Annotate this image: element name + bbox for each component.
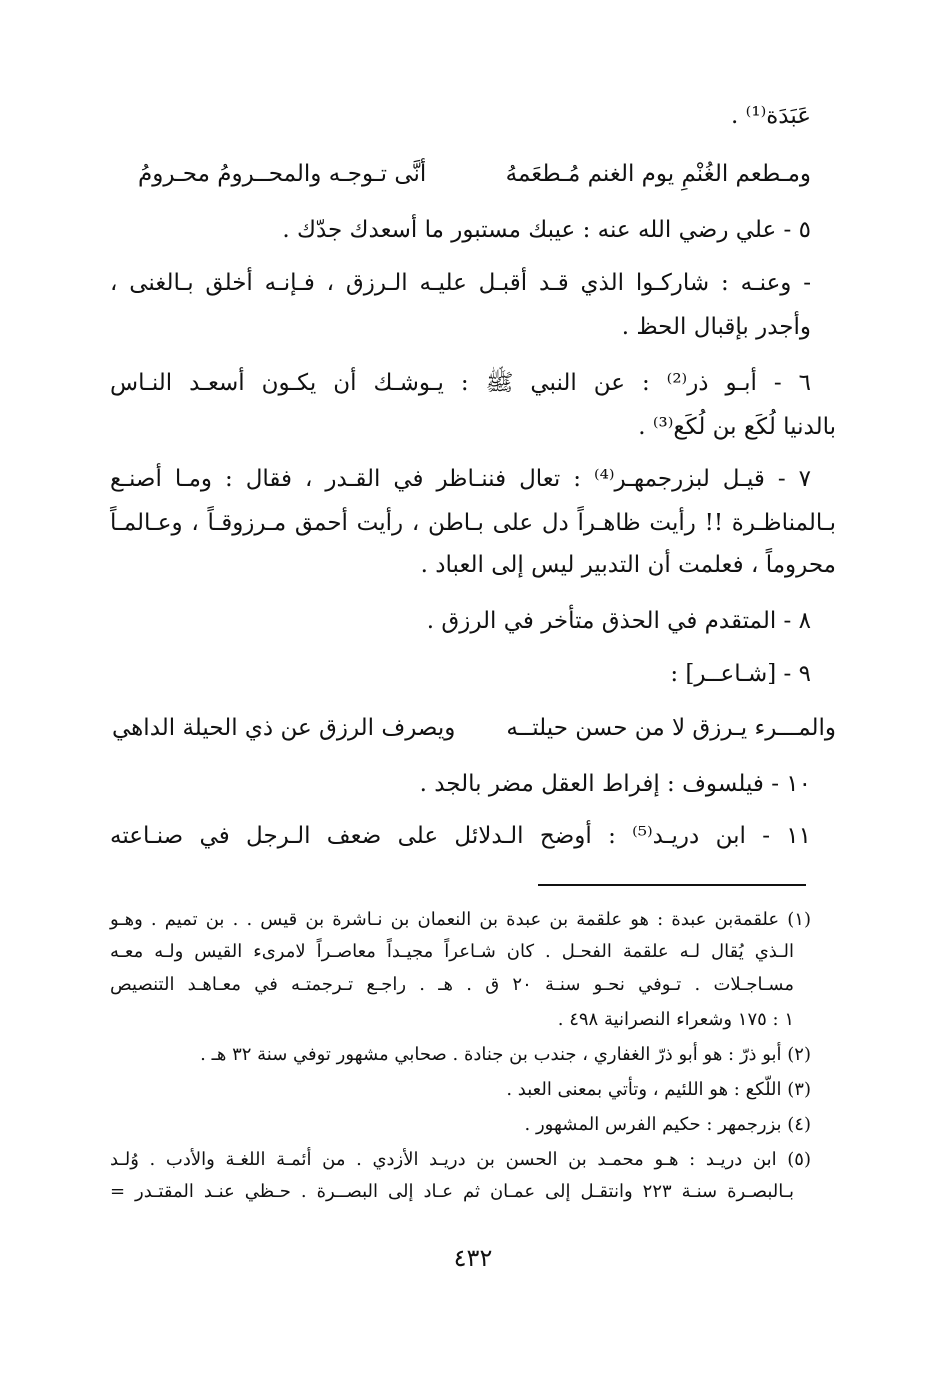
footnote-1-line-2: الـذي يُقال لـه علقمة الفحـل . كان شـاعراً مجيـداً معاصـراً لامرىء القيس ولـه معـه	[110, 941, 794, 962]
item-10: ١٠ - فيلسوف : إفراط العقل مضر بالجد .	[419, 771, 811, 797]
item-5b-line-1: - وعنـه : شاركـوا الذي قـد أقبـل عليـه الـرزق ، فـإنـه أخلق بـالغنى ،	[110, 270, 811, 296]
footnote-4: (٤) بزرجمهر : حكيم الفرس المشهور .	[524, 1114, 811, 1135]
item-8: ٨ - المتقدم في الحذق متأخر في الرزق .	[426, 608, 811, 634]
item-7-line-1: ٧ - قيـل لبزرجمهـر⁽⁴⁾ : تعال فننـاظر في القـدر ، فقال : ومـا أصنـع	[110, 466, 811, 492]
footnote-divider	[538, 884, 806, 886]
verse-2-second-hemistich: ويصرف الرزق عن ذي الحيلة الداهي	[112, 715, 456, 741]
footnote-5-line-2: بـالبصـرة سنـة ٢٢٣ وانتقـل إلى عمـان ثم عـاد إلى البصــرة . حـظي عنـد المقتـدر =	[110, 1181, 794, 1202]
footnote-1-line-3: مسـاجـلات . تـوفي نحـو سنـة ٢٠ ق . هـ . راجـع تـرجمتـه في معـاهـد التنصيص	[110, 974, 795, 995]
item-6-line-1: ٦ - أبـو ذر⁽²⁾ : عن النبي ﷺ : يـوشـك أن يكـون أسعـد النـاس	[110, 370, 811, 396]
item-7-line-2: بـالمناظـرة !! رأيت ظاهـراً دل على بـاطن ، رأيت أحمق مـرزوقـاً ، وعـالمـاً	[110, 510, 836, 536]
footnote-3: (٣) اللّكع : هو اللئيم ، وتأتي بمعنى العبد .	[506, 1079, 811, 1100]
footnote-1-line-4: ١ : ١٧٥ وشعراء النصرانية ٤٩٨ .	[557, 1009, 794, 1030]
verse-2-first-hemistich: والمـــرء يـرزق لا من حسن حيلتــه	[506, 715, 836, 741]
page-number: ٤٣٢	[453, 1244, 493, 1272]
item-5b-line-2: وأجدر بإقبال الحظ .	[621, 314, 811, 340]
verse-1-first-hemistich: ومـطعم الغُنْمِ يوم الغنم مُـطعَمهُ	[505, 161, 811, 187]
item-11: ١١ - ابن دريـد⁽⁵⁾ : أوضح الـدلائل على ضعف الـرجل في صنـاعته	[110, 823, 812, 849]
footnote-2: (٢) أبو ذرّ : هو أبو ذرّ الغفاري ، جندب بن جنادة . صحابي مشهور توفي سنة ٣٢ هـ .	[200, 1044, 811, 1065]
item-9: ٩ - [شـاعــر] :	[670, 661, 811, 687]
verse-1-second-hemistich: أنَّى تـوجـه والمحــرومُ محـرومُ	[138, 161, 427, 187]
footnote-5-line-1: (٥) ابن دريـد : هـو محمـد بن الحسن بن دريـد الأزدي . من أئمـة اللغـة والأدب . وُلـد	[110, 1149, 811, 1170]
text-line-continuation: عَبَدَة⁽¹⁾ .	[731, 103, 811, 129]
item-5: ٥ - علي رضي الله عنه : عيبك مستبور ما أسعدك جدّك .	[282, 217, 811, 243]
footnote-1-line-1: (١) علقمةبن عبدة : هو علقمة بن عبدة بن النعمان بن نـاشرة بن قيس . . بن تميم . وهـو	[110, 909, 811, 930]
item-6-line-2: بالدنيا لُكَع بن لُكَع⁽³⁾ .	[638, 414, 836, 440]
item-7-line-3: محروماً ، فعلمت أن التدبير ليس إلى العباد .	[420, 552, 836, 578]
